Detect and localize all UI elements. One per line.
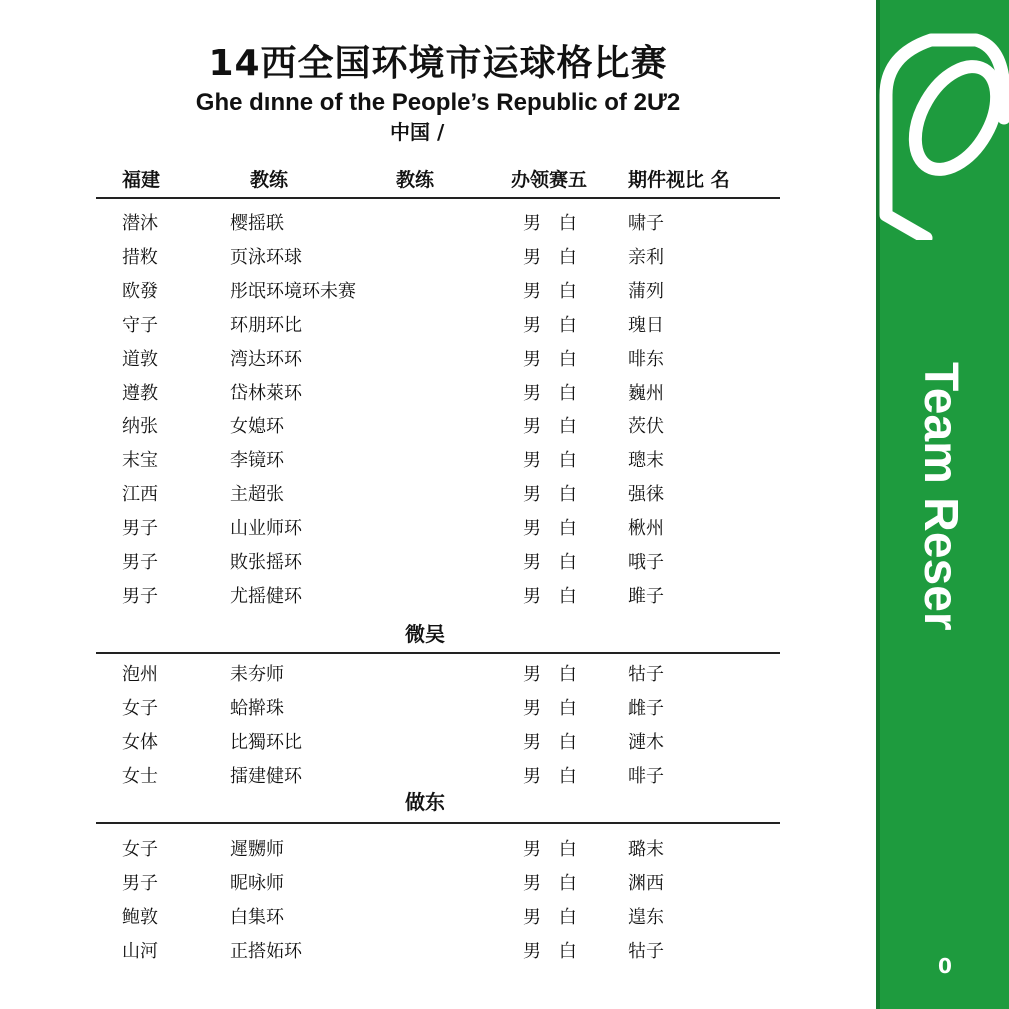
cell-city: 璐末: [628, 839, 664, 860]
cell-gender: 男 白: [523, 731, 583, 753]
cell-gender: 男 白: [523, 484, 583, 506]
column-header-event: 办领赛五: [511, 169, 588, 191]
cell-gender: 男 白: [523, 246, 583, 268]
section-divider: [96, 652, 780, 654]
cell-coach: 比獨环比: [230, 731, 302, 753]
team-name-label: Team Reser: [914, 362, 967, 631]
cell-region: 遵教: [122, 382, 158, 404]
cell-gender: 男 白: [523, 697, 583, 719]
cell-gender: 男 白: [523, 839, 583, 860]
cell-region: 男子: [122, 518, 158, 540]
cell-city: 璁末: [628, 450, 664, 472]
cell-city: 遑东: [628, 906, 664, 928]
cell-region: 山河: [122, 940, 158, 962]
cell-city: 楸州: [628, 518, 664, 540]
table-row: [0, 660, 876, 690]
cell-city: 牯子: [628, 940, 664, 962]
cell-coach: 尤摇健环: [230, 585, 302, 607]
cell-region: 措敉: [122, 246, 158, 268]
cell-coach: 白集环: [230, 906, 284, 928]
paperclip-loop-logo-icon: [876, 0, 1009, 240]
cell-region: 江西: [122, 484, 158, 506]
cell-coach: 遲嬲师: [230, 839, 284, 860]
cell-coach: 樱摇联: [230, 213, 284, 234]
table-row: [0, 311, 876, 341]
cell-coach: 敗张摇环: [230, 552, 302, 573]
cell-gender: 男 白: [523, 348, 583, 370]
table-row: [0, 412, 876, 442]
table-row: [0, 937, 876, 967]
cell-coach: 岱林萊环: [230, 382, 302, 404]
section-title: 微吴: [405, 622, 445, 646]
cell-gender: 男 白: [523, 940, 583, 962]
cell-coach: 页泳环球: [230, 246, 302, 268]
cell-city: 巍州: [628, 382, 664, 404]
cell-region: 男子: [122, 872, 158, 894]
cell-coach: 女媳环: [230, 416, 284, 438]
table-row: [0, 582, 876, 612]
table-row: [0, 480, 876, 510]
table-row: [0, 869, 876, 899]
table-row: [0, 446, 876, 476]
section-title: 做东: [405, 790, 445, 814]
cell-city: 茨伏: [628, 416, 664, 438]
cell-coach: 昵咏师: [230, 872, 284, 894]
cell-gender: 男 白: [523, 872, 583, 894]
cell-city: 牯子: [628, 664, 664, 685]
column-header-coach: 教练: [250, 169, 289, 191]
cell-coach: 蛤擀珠: [230, 697, 284, 719]
cell-city: 哦子: [628, 552, 664, 573]
table-row: [0, 694, 876, 724]
cell-region: 守子: [122, 314, 158, 336]
cell-region: 潜沐: [122, 213, 158, 234]
table-row: [0, 903, 876, 933]
column-header-rank: 期件视比 名: [628, 169, 730, 191]
cell-region: 欧發: [122, 280, 158, 302]
table-row: [0, 277, 876, 307]
cell-gender: 男 白: [523, 906, 583, 928]
cell-coach: 正搭妬环: [230, 940, 302, 962]
table-row: [0, 345, 876, 375]
cell-gender: 男 白: [523, 416, 583, 438]
cell-coach: 彤氓环境环未赛: [230, 280, 356, 302]
cell-city: 漣木: [628, 731, 664, 753]
cell-gender: 男 白: [523, 518, 583, 540]
cell-gender: 男 白: [523, 552, 583, 573]
cell-gender: 男 白: [523, 664, 583, 685]
page-subtitle: Ghe dınne of the People’s Republic of 2Ư2: [195, 89, 681, 116]
cell-gender: 男 白: [523, 213, 583, 234]
cell-region: 道敦: [122, 348, 158, 370]
column-header-coach-2: 教练: [396, 169, 435, 191]
cell-coach: 主超张: [230, 484, 284, 506]
cell-region: 末宝: [122, 450, 158, 472]
section-divider: [96, 822, 780, 824]
cell-region: 女士: [122, 765, 158, 787]
cell-region: 女子: [122, 839, 158, 860]
cell-region: 男子: [122, 585, 158, 607]
page-number: 0: [938, 954, 952, 978]
cell-city: 瑰日: [628, 314, 664, 336]
cell-city: 亲利: [628, 246, 664, 268]
cell-region: 泡州: [122, 664, 158, 685]
cell-region: 女体: [122, 731, 158, 753]
table-row: [0, 243, 876, 273]
cell-city: 啸子: [628, 213, 664, 234]
cell-city: 强徕: [628, 484, 664, 506]
cell-coach: 擂建健环: [230, 765, 302, 787]
cell-region: 鲍敦: [122, 906, 158, 928]
cell-coach: 湾达环环: [230, 348, 302, 370]
column-header-region: 福建: [122, 169, 161, 191]
cell-coach: 李镜环: [230, 450, 284, 472]
cell-gender: 男 白: [523, 280, 583, 302]
header-divider: [96, 197, 780, 199]
cell-city: 啡子: [628, 765, 664, 787]
table-row: [0, 209, 876, 239]
table-row: [0, 548, 876, 578]
table-row: [0, 379, 876, 409]
page-title: 14西全国环境市运球格比赛: [208, 43, 668, 84]
cell-city: 雎子: [628, 585, 664, 607]
table-row: [0, 514, 876, 544]
team-sidebar: [876, 0, 1009, 1009]
cell-coach: 环朋环比: [230, 314, 302, 336]
cell-city: 蒲列: [628, 280, 664, 302]
cell-region: 女子: [122, 697, 158, 719]
table-row: [0, 835, 876, 865]
cell-gender: 男 白: [523, 382, 583, 404]
cell-coach: 山业师环: [230, 518, 302, 540]
cell-city: 雌子: [628, 697, 664, 719]
cell-city: 啡东: [628, 348, 664, 370]
cell-gender: 男 白: [523, 765, 583, 787]
cell-region: 纳张: [122, 416, 158, 438]
cell-gender: 男 白: [523, 585, 583, 607]
cell-region: 男子: [122, 552, 158, 573]
country-label: 中国 /: [390, 120, 445, 144]
cell-gender: 男 白: [523, 314, 583, 336]
cell-city: 渊西: [628, 872, 664, 894]
cell-gender: 男 白: [523, 450, 583, 472]
cell-coach: 耒夯师: [230, 664, 284, 685]
table-row: [0, 728, 876, 758]
